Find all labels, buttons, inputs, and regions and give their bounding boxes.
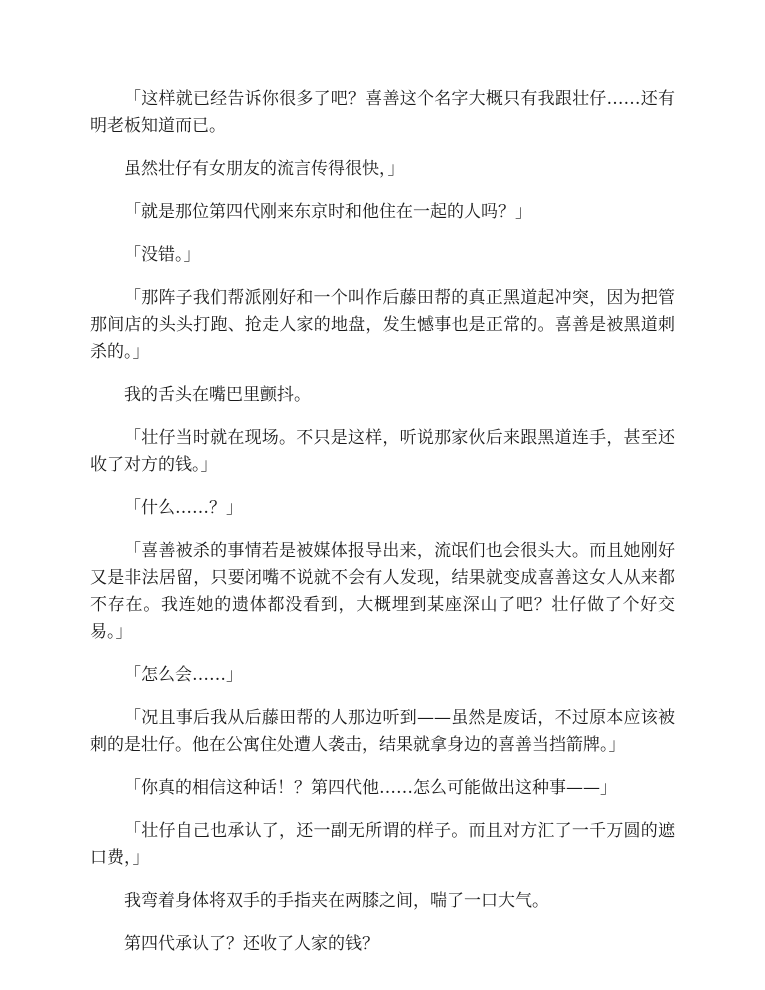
paragraph: 「就是那位第四代刚来东京时和他住在一起的人吗？」 — [124, 202, 532, 222]
paragraph: 第四代承认了？还收了人家的钱？ — [124, 934, 379, 954]
paragraph: 「没错。」 — [124, 245, 201, 265]
paragraph: 我的舌头在嘴巴里颤抖。 — [124, 385, 311, 405]
paragraph: 「怎么会……」 — [124, 665, 243, 685]
paragraph: 「壮仔当时就在现场。不只是这样，听说那家伙后来跟黑道连手，甚至还收了对方的钱。」 — [90, 428, 675, 475]
paragraph: 「你真的相信这种话！？第四代他……怎么可能做出这种事——」 — [124, 778, 617, 798]
paragraph: 「喜善被杀的事情若是被媒体报导出来，流氓们也会很头大。而且她刚好又是非法居留，只要闭嘴不说就不会有人发现，结果就变成喜善这女人从来都不存在。我连她的遗体都没看到，大概埋到某座深山了吧？壮仔做了个好交易。」 — [90, 541, 675, 642]
paragraph: 我弯着身体将双手的手指夹在两膝之间，喘了一口大气。 — [124, 891, 549, 911]
paragraph: 「况且事后我从后藤田帮的人那边听到——虽然是废话，不过原本应该被刺的是壮仔。他在公寓住处遭人袭击，结果就拿身边的喜善当挡箭牌。」 — [90, 708, 675, 755]
paragraph: 「这样就已经告诉你很多了吧？喜善这个名字大概只有我跟壮仔……还有明老板知道而已。 — [90, 89, 675, 136]
paragraph: 「壮仔自己也承认了，还一副无所谓的样子。而且对方汇了一千万圆的遮口费，」 — [90, 821, 675, 868]
paragraph: 「那阵子我们帮派刚好和一个叫作后藤田帮的真正黑道起冲突，因为把管那间店的头头打跑、抢走人家的地盘，发生憾事也是正常的。喜善是被黑道刺杀的。」 — [90, 288, 675, 362]
paragraph: 虽然壮仔有女朋友的流言传得很快，」 — [124, 159, 405, 179]
paragraph: 「什么……？」 — [124, 498, 243, 518]
